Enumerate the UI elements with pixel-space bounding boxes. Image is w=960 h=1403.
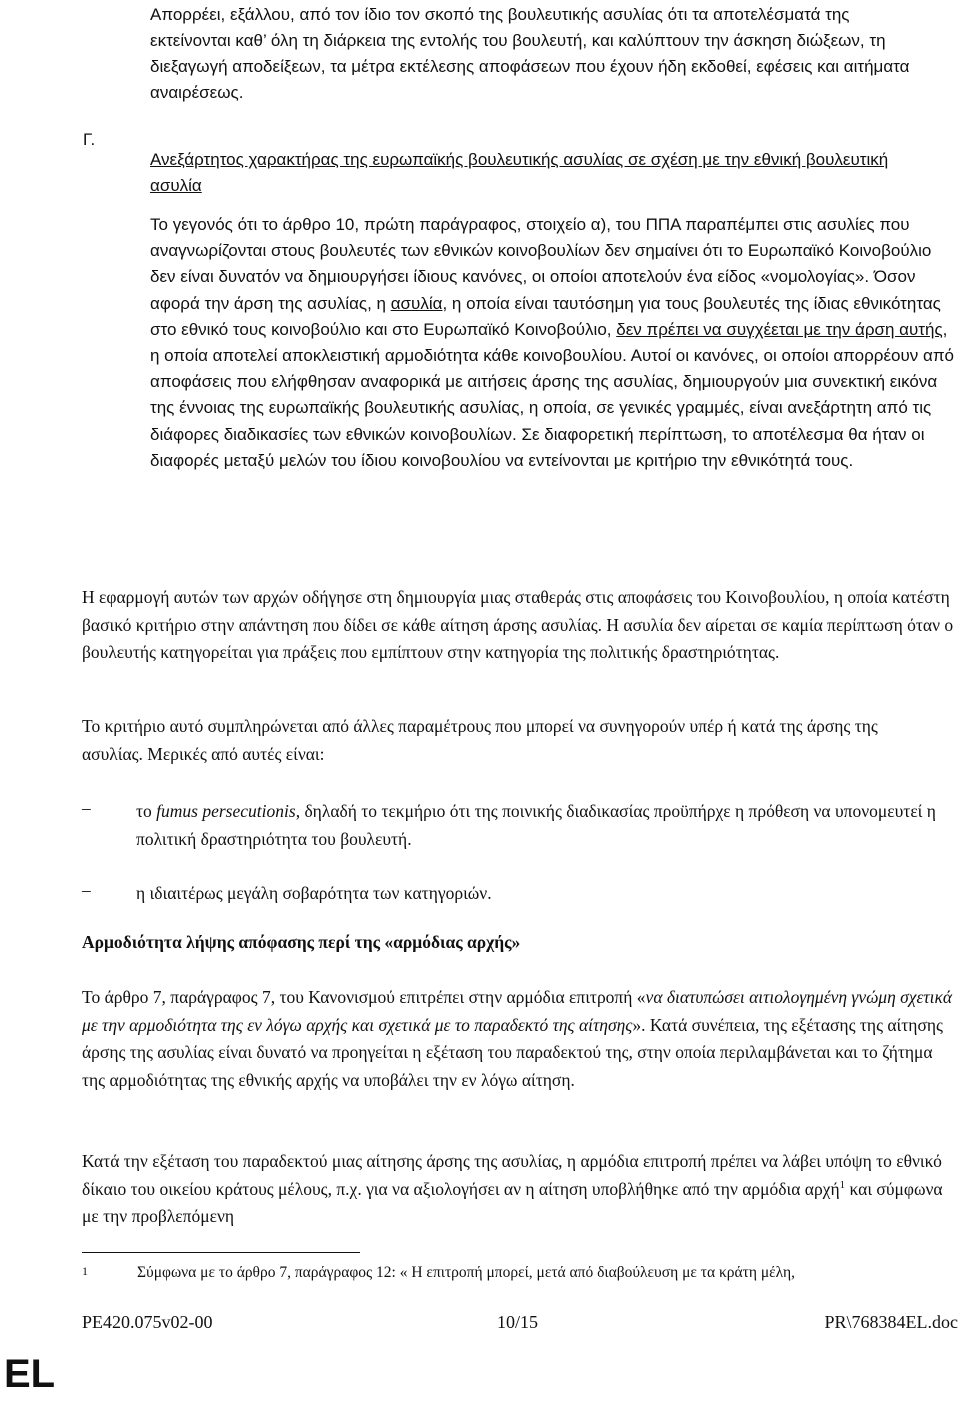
section-marker: Γ. xyxy=(83,130,96,149)
article-pre: Το άρθρο 7, παράγραφος 7, του Κανονισμού επιτρέπει στην αρμόδια επιτροπή « xyxy=(82,987,646,1007)
footnote-number: 1 xyxy=(82,1264,88,1278)
body-text-3: , η οποία αποτελεί αποκλειστική αρμοδιότητα κάθε κοινοβουλίου. Αυτοί οι κανόνες, οι οποίοι απορρέουν από αποφάσεις που ελήφθησαν αναφορικά με αιτήσεις άρσης της ασυλίας, δημιουργούν μια συνεκτική εικόνα της έννοιας της ευρωπαϊκής βουλευτικής ασυλίας, η οποία, σε γενικές γραμμές, είναι ανεξάρτητη από τις διάφορες διαδικασίες των εθνικών κοινοβουλίων. Σε διαφορετική περίπτωση, το αποτέλεσμα θα ήταν οι διαφορές μεταξύ μελών του ίδιου κοινοβουλίου να εντείνονται με κριτήριο την εθνικότητά τους. xyxy=(150,319,955,470)
footer-page-number: 10/15 xyxy=(497,1312,539,1332)
examination-paragraph xyxy=(82,1148,947,1231)
exam-post: και σύμφωνα με την προβλεπόμενη xyxy=(82,1178,943,1227)
competence-heading: Αρμοδιότητα λήψης απόφασης περί της «αρμόδιας αρχής» xyxy=(82,932,521,952)
body-text-1: Το γεγονός ότι το άρθρο 10, πρώτη παράγραφος, στοιχείο α), του ΠΠΑ παραπέμπει στις ασυλίες που αναγνωρίζονται στους βουλευτές των εθνικών κοινοβουλίων δεν σημαίνει ότι το Ευρωπαϊκό Κοινοβούλιο δεν είναι δυνατόν να δημιουργήσει ίδιους κανόνες, οι οποίοι αποτελούν ένα είδος «νομολογίας». Όσον αφορά την άρση της ασυλίας, η xyxy=(150,215,932,313)
body-underlined-1: ασυλία xyxy=(390,293,443,313)
bullet-dash-1: – xyxy=(82,798,91,818)
intro-paragraph: Απορρέει, εξάλλου, από τον ίδιο τον σκοπό της βουλευτικής ασυλίας ότι τα αποτελέσματά της εκτείνονται καθ’ όλη τη διάρκεια της εντολής του βουλευτή, και καλύπτουν την άσκηση διώξεων, τη διεξαγωγή αποδείξεων, τα μέτρα εκτέλεσης αποφάσεων που έχουν ήδη εκδοθεί, εφέσεις και αιτήματα αναιρέσεως. xyxy=(150,5,910,102)
bullet-item-2: η ιδιαιτέρως μεγάλη σοβαρότητα των κατηγοριών. xyxy=(136,883,492,903)
footer-file-name: PR\768384EL.doc xyxy=(824,1312,958,1332)
article-italic: να διατυπώσει αιτιολογημένη γνώμη σχετικά με την αρμοδιότητα της εν λόγω αρχής και σχετικά με το παραδεκτό της αίτησης xyxy=(82,987,953,1035)
footnote-separator xyxy=(82,1252,360,1253)
criterion-paragraph: Το κριτήριο αυτό συμπληρώνεται από άλλες παραμέτρους που μπορεί να συνηγορούν υπέρ ή κατά της άρσης της ασυλίας. Μερικές από αυτές είναι: xyxy=(82,716,878,764)
footer-doc-ref: PE420.075v02-00 xyxy=(82,1312,213,1332)
footnote-reference[interactable]: 1 xyxy=(839,1178,846,1191)
bullet-1-post: , δηλαδή το τεκμήριο ότι της ποινικής διαδικασίας προϋπήρχε η πρόθεση να υπονομευτεί η πολιτική δραστηριότητα του βουλευτή. xyxy=(136,801,936,849)
body-text-2: , η οποία είναι ταυτόσημη για τους βουλευτές της ίδιας εθνικότητας στο εθνικό τους κοινοβούλιο και στο Ευρωπαϊκό Κοινοβούλιο, xyxy=(150,293,941,339)
body-underlined-2: δεν πρέπει να συγχέεται με την άρση αυτής xyxy=(616,319,943,339)
article-paragraph xyxy=(82,984,958,1095)
language-code: EL xyxy=(4,1352,56,1396)
bullet-item-1 xyxy=(136,798,956,853)
bullet-1-pre: το xyxy=(136,801,157,821)
section-body-paragraph xyxy=(150,212,958,474)
bullet-1-italic: fumus persecutionis xyxy=(156,801,296,821)
exam-pre: Κατά την εξέταση του παραδεκτού μιας αίτησης άρσης της ασυλίας, η αρμόδια επιτροπή πρέπει να λάβει υπόψη το εθνικό δίκαιο του οικείου κράτους μέλους, π.χ. για να αξιολογήσει αν η αίτηση υποβλήθηκε από την αρμόδια αρχή xyxy=(82,1151,942,1199)
article-post: ». Κατά συνέπεια, της εξέτασης της αίτησης άρσης της ασυλίας είναι δυνατό να προηγείται η εξέταση του παραδεκτού της, στην οποία περιλαμβάνεται και το ζήτημα της αρμοδιότητας της εθνικής αρχής να υποβάλει την εν λόγω αίτηση. xyxy=(82,1014,943,1091)
section-heading-text: Ανεξάρτητος χαρακτήρας της ευρωπαϊκής βουλευτικής ασυλίας σε σχέση με την εθνική βουλευτική ασυλία xyxy=(150,150,889,195)
bullet-dash-2: – xyxy=(82,880,91,900)
section-heading xyxy=(150,147,920,199)
application-paragraph: Η εφαρμογή αυτών των αρχών οδήγησε στη δημιουργία μιας σταθεράς στις αποφάσεις του Κοινοβουλίου, η οποία κατέστη βασικό κριτήριο στην απάντηση που δίδει σε κάθε αίτηση άρσης ασυλίας. Η ασυλία δεν αίρεται σε καμία περίπτωση όταν ο βουλευτής κατηγορείται για πράξεις που εμπίπτουν στην κατηγορία της πολιτικής δραστηριότητας. xyxy=(82,587,954,663)
footnote-text: Σύμφωνα με το άρθρο 7, παράγραφος 12: « Η επιτροπή μπορεί, μετά από διαβούλευση με τα κράτη μέλη, xyxy=(137,1264,796,1281)
